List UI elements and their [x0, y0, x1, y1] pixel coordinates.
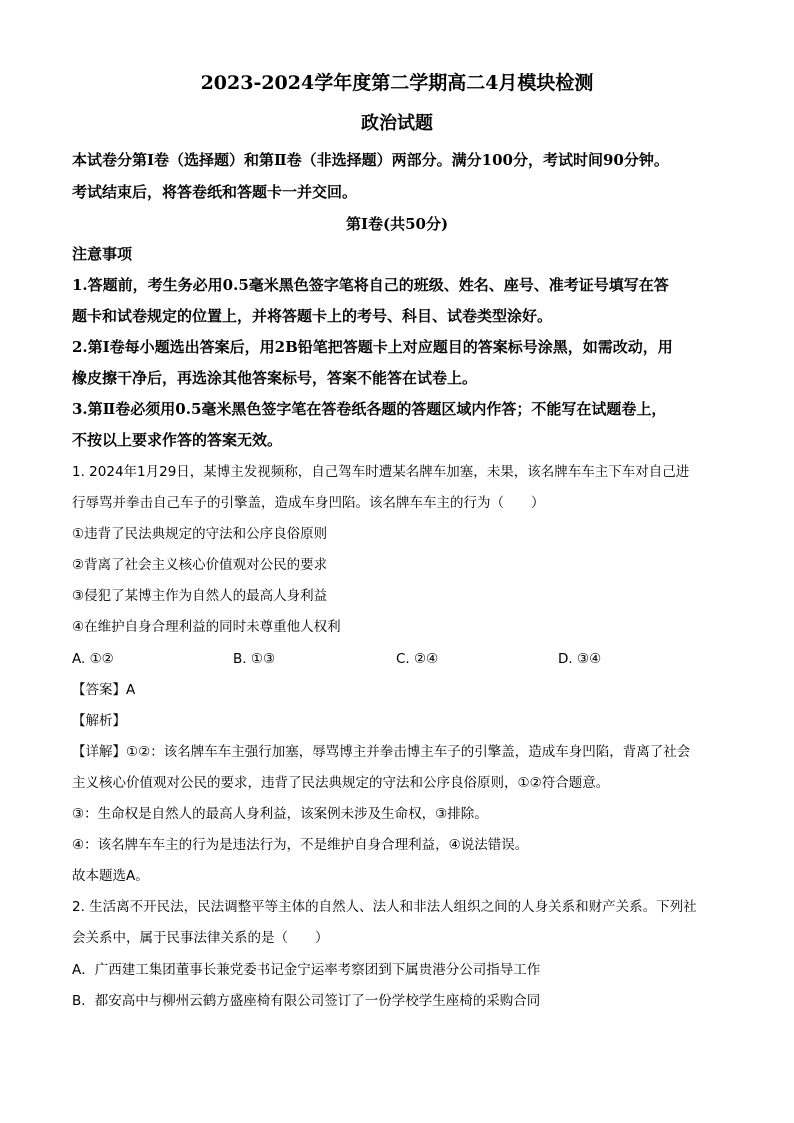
q1-statement-4: ④在维护自身合理利益的同时未尊重他人权利: [72, 619, 341, 635]
note-2-line-1: 2.第Ⅰ卷每小题选出答案后，用2B铅笔把答题卡上对应题目的答案标号涂黑，如需改动，用: [72, 338, 673, 356]
q1-option-c: C. ②④: [396, 651, 439, 667]
q1-option-d: D. ③④: [558, 651, 602, 667]
q1-detail-line-4: ④：该名牌车车主的行为是违法行为，不是维护自身合理利益，④说法错误。: [72, 837, 529, 853]
q2-option-a: A．广西建工集团董事长兼党委书记金宁运率考察团到下属贵港分公司指导工作: [72, 962, 541, 978]
q1-statement-1: ①违背了民法典规定的守法和公序良俗原则: [72, 526, 328, 542]
note-2-line-2: 橡皮擦干净后，再选涂其他答案标号，答案不能答在试卷上。: [72, 369, 478, 387]
q1-option-b: B. ①③: [233, 651, 276, 667]
section-heading: 第Ⅰ卷(共50分): [345, 215, 449, 233]
q1-stem-line-2: 行辱骂并拳击自己车子的引擎盖，造成车身凹陷。该名牌车车主的行为（ ）: [72, 495, 545, 511]
q2-option-b: B．都安高中与柳州云鹤方盛座椅有限公司签订了一份学校学生座椅的采购合同: [72, 993, 541, 1009]
note-3-line-2: 不按以上要求作答的答案无效。: [72, 431, 283, 449]
notes-heading: 注意事项: [72, 245, 133, 263]
intro-line-2: 考试结束后，将答卷纸和答题卡一并交回。: [72, 183, 358, 201]
q1-conclusion: 故本题选A。: [72, 868, 149, 884]
q1-statement-3: ③侵犯了某博主作为自然人的最高人身利益: [72, 588, 328, 604]
q1-detail-line-2: 主义核心价值观对公民的要求，违背了民法典规定的守法和公序良俗原则，①②符合题意。: [72, 775, 610, 791]
q1-answer: 【答案】A: [72, 682, 136, 698]
note-3-line-1: 3.第Ⅱ卷必须用0.5毫米黑色签字笔在答卷纸各题的答题区域内作答；不能写在试题卷上，: [72, 400, 667, 418]
document-subtitle: 政治试题: [361, 113, 433, 134]
q1-detail-line-3: ③：生命权是自然人的最高人身利益，该案例未涉及生命权，③排除。: [72, 806, 488, 822]
q2-stem-line-1: 2. 生活离不开民法，民法调整平等主体的自然人、法人和非法人组织之间的人身关系和财产关系。下列社: [72, 899, 697, 915]
q1-detail-line-1: 【详解】①②：该名牌车车主强行加塞，辱骂博主并拳击博主车子的引擎盖，造成车身凹陷，背离了社会: [72, 744, 691, 760]
q1-statement-2: ②背离了社会主义核心价值观对公民的要求: [72, 557, 328, 573]
intro-line-1: 本试卷分第Ⅰ卷（选择题）和第Ⅱ卷（非选择题）两部分。满分100分，考试时间90分钟。: [72, 151, 669, 169]
document-title: 2023-2024学年度第二学期高二4月模块检测: [200, 72, 594, 94]
q2-stem-line-2: 会关系中，属于民事法律关系的是（ ）: [72, 930, 329, 946]
q1-option-a: A. ①②: [72, 651, 114, 667]
q1-stem-line-1: 1. 2024年1月29日，某博主发视频称，自己驾车时遭某名牌车加塞，未果，该名牌车车主下车对自己进: [72, 464, 690, 480]
note-1-line-2: 题卡和试卷规定的位置上，并将答题卡上的考号、科目、试卷类型涂好。: [72, 307, 553, 325]
note-1-line-1: 1.答题前，考生务必用0.5毫米黑色签字笔将自己的班级、姓名、座号、准考证号填写在答: [72, 276, 669, 294]
q1-analysis-label: 【解析】: [72, 713, 126, 729]
